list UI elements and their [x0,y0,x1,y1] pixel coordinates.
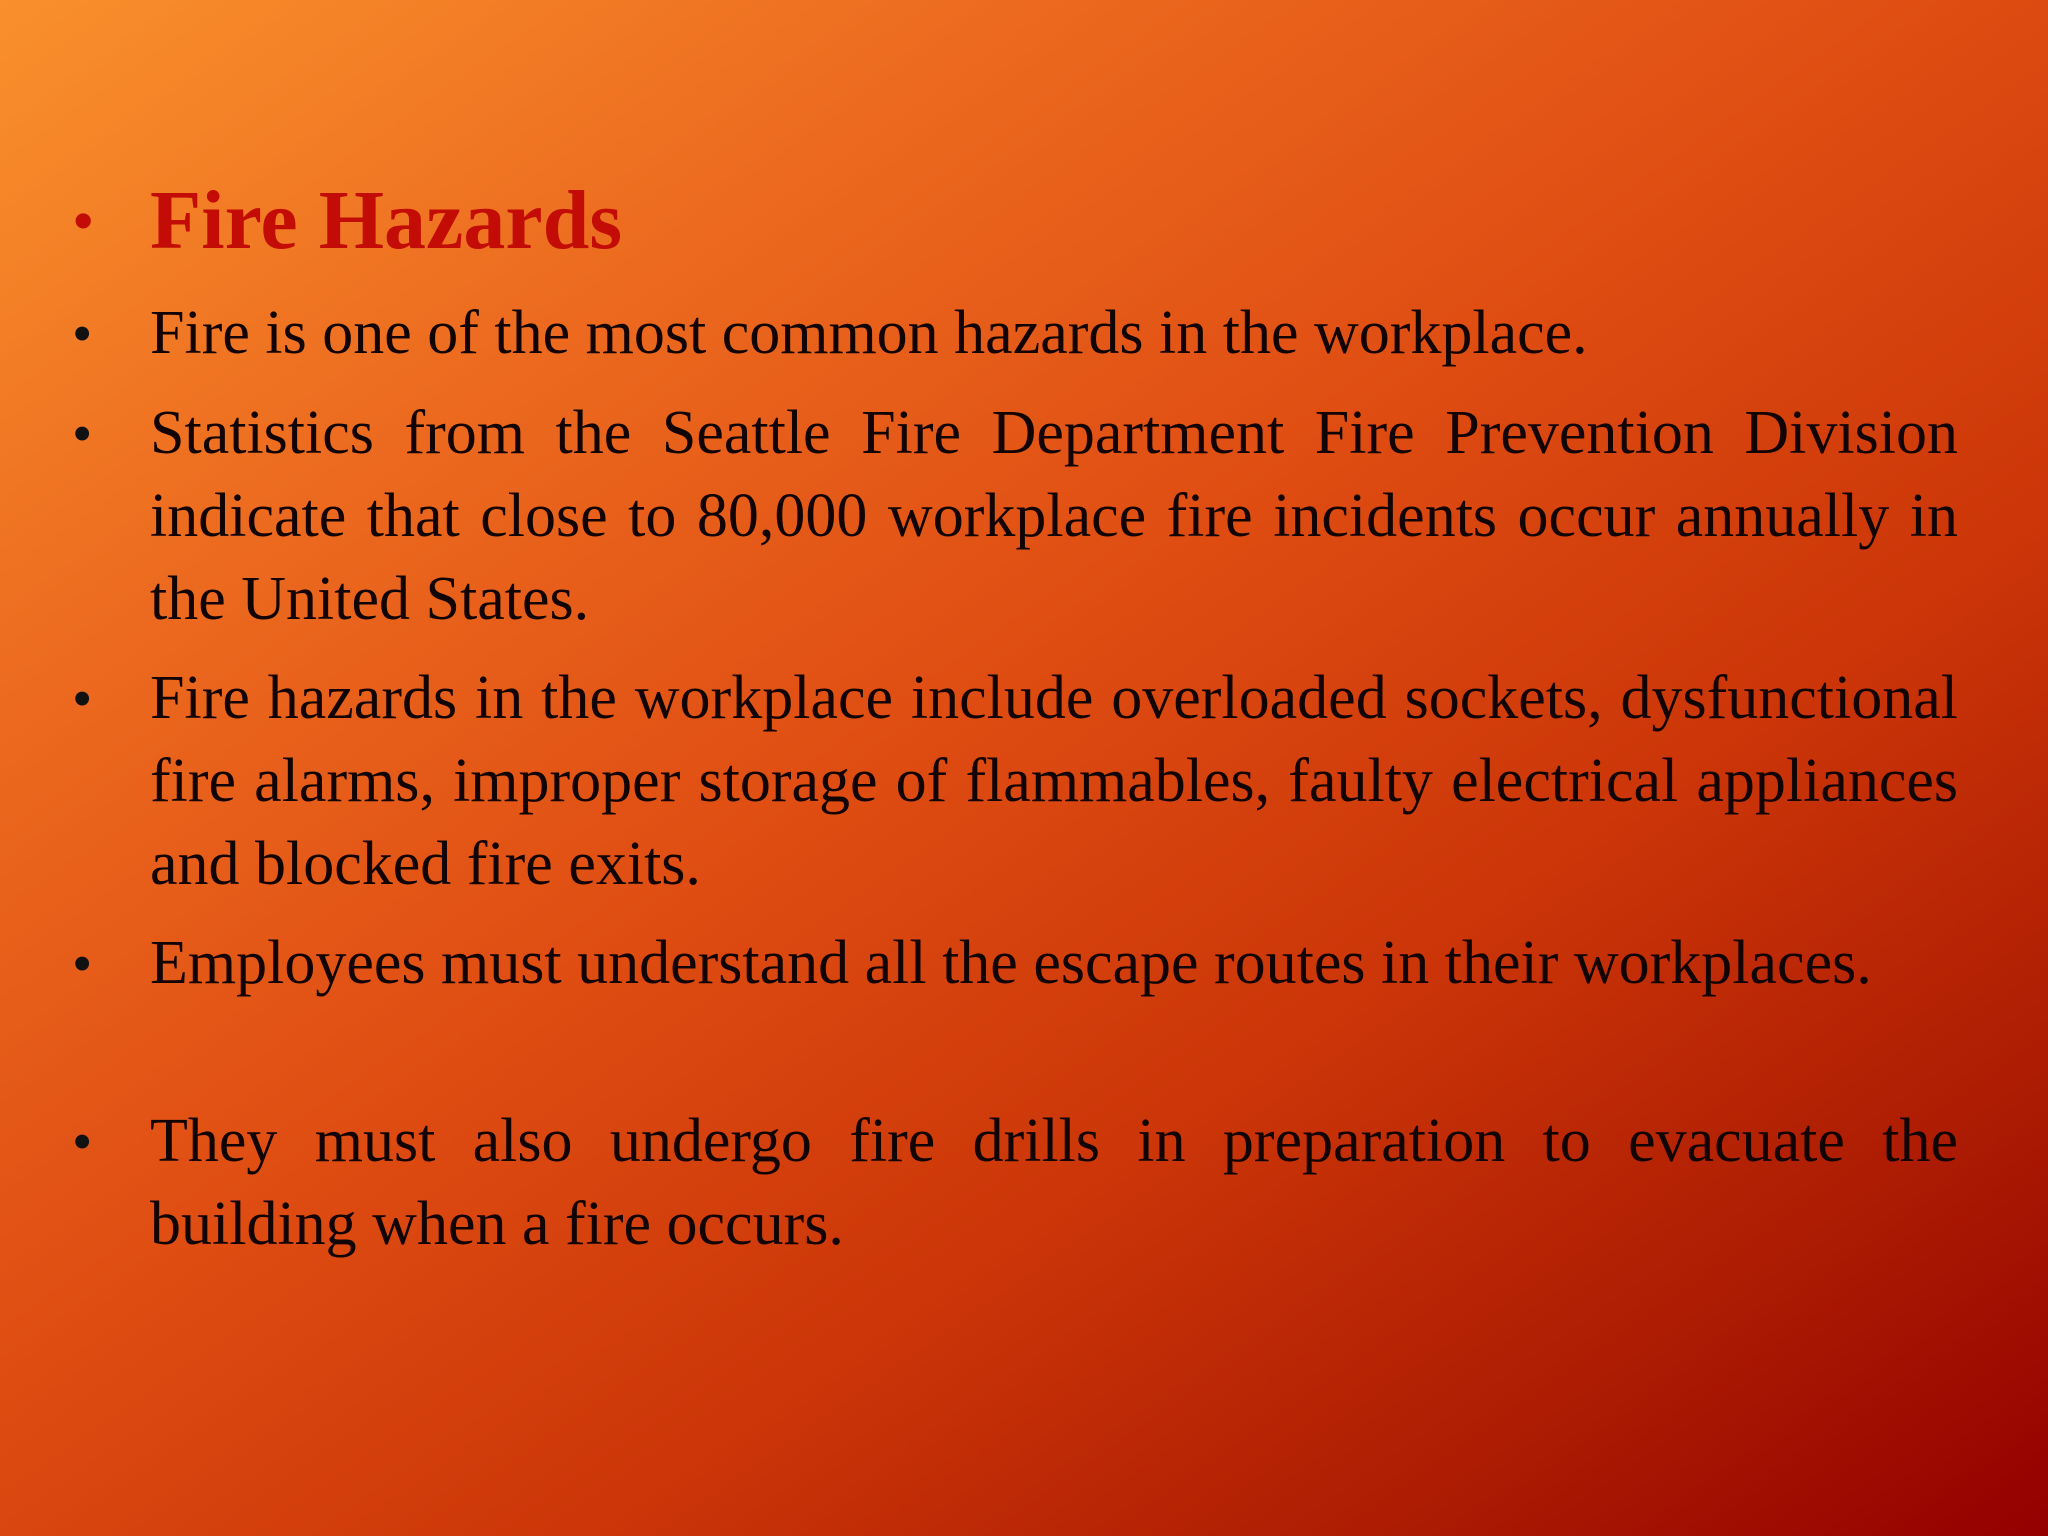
bullet-text-5: They must also undergo fire drills in preparation to evacuate the building when a fire occurs. [150,1107,1958,1258]
bullet-item-4 [72,922,1958,1088]
bullet-text-1: Fire is one of the most common hazards in the workplace. [150,299,1588,367]
bullet-text-3: Fire hazards in the workplace include overloaded sockets, dysfunctional fire alarms, improper storage of flammables, faulty electrical appliances and blocked fire exits. [150,664,1958,898]
bullet-item-5 [72,1100,1958,1266]
bullet-text-4: Employees must understand all the escape routes in their workplaces. [150,929,1872,997]
bullet-marker-5: • [72,1109,93,1174]
bullet-marker-2: • [72,401,93,466]
bullet-marker-3: • [72,666,93,731]
title-item [72,176,1958,266]
bullet-text-2: Statistics from the Seattle Fire Department Fire Prevention Division indicate that close to 80,000 workplace fire incidents occur annually in the United States. [150,399,1958,633]
bullet-item-1 [72,292,1958,375]
bullet-item-2 [72,392,1958,641]
bullet-item-3 [72,657,1958,906]
slide-title: Fire Hazards [150,174,623,267]
bullet-marker-1: • [72,301,93,366]
bullet-marker-4: • [72,931,93,996]
title-bullet: • [72,185,95,256]
